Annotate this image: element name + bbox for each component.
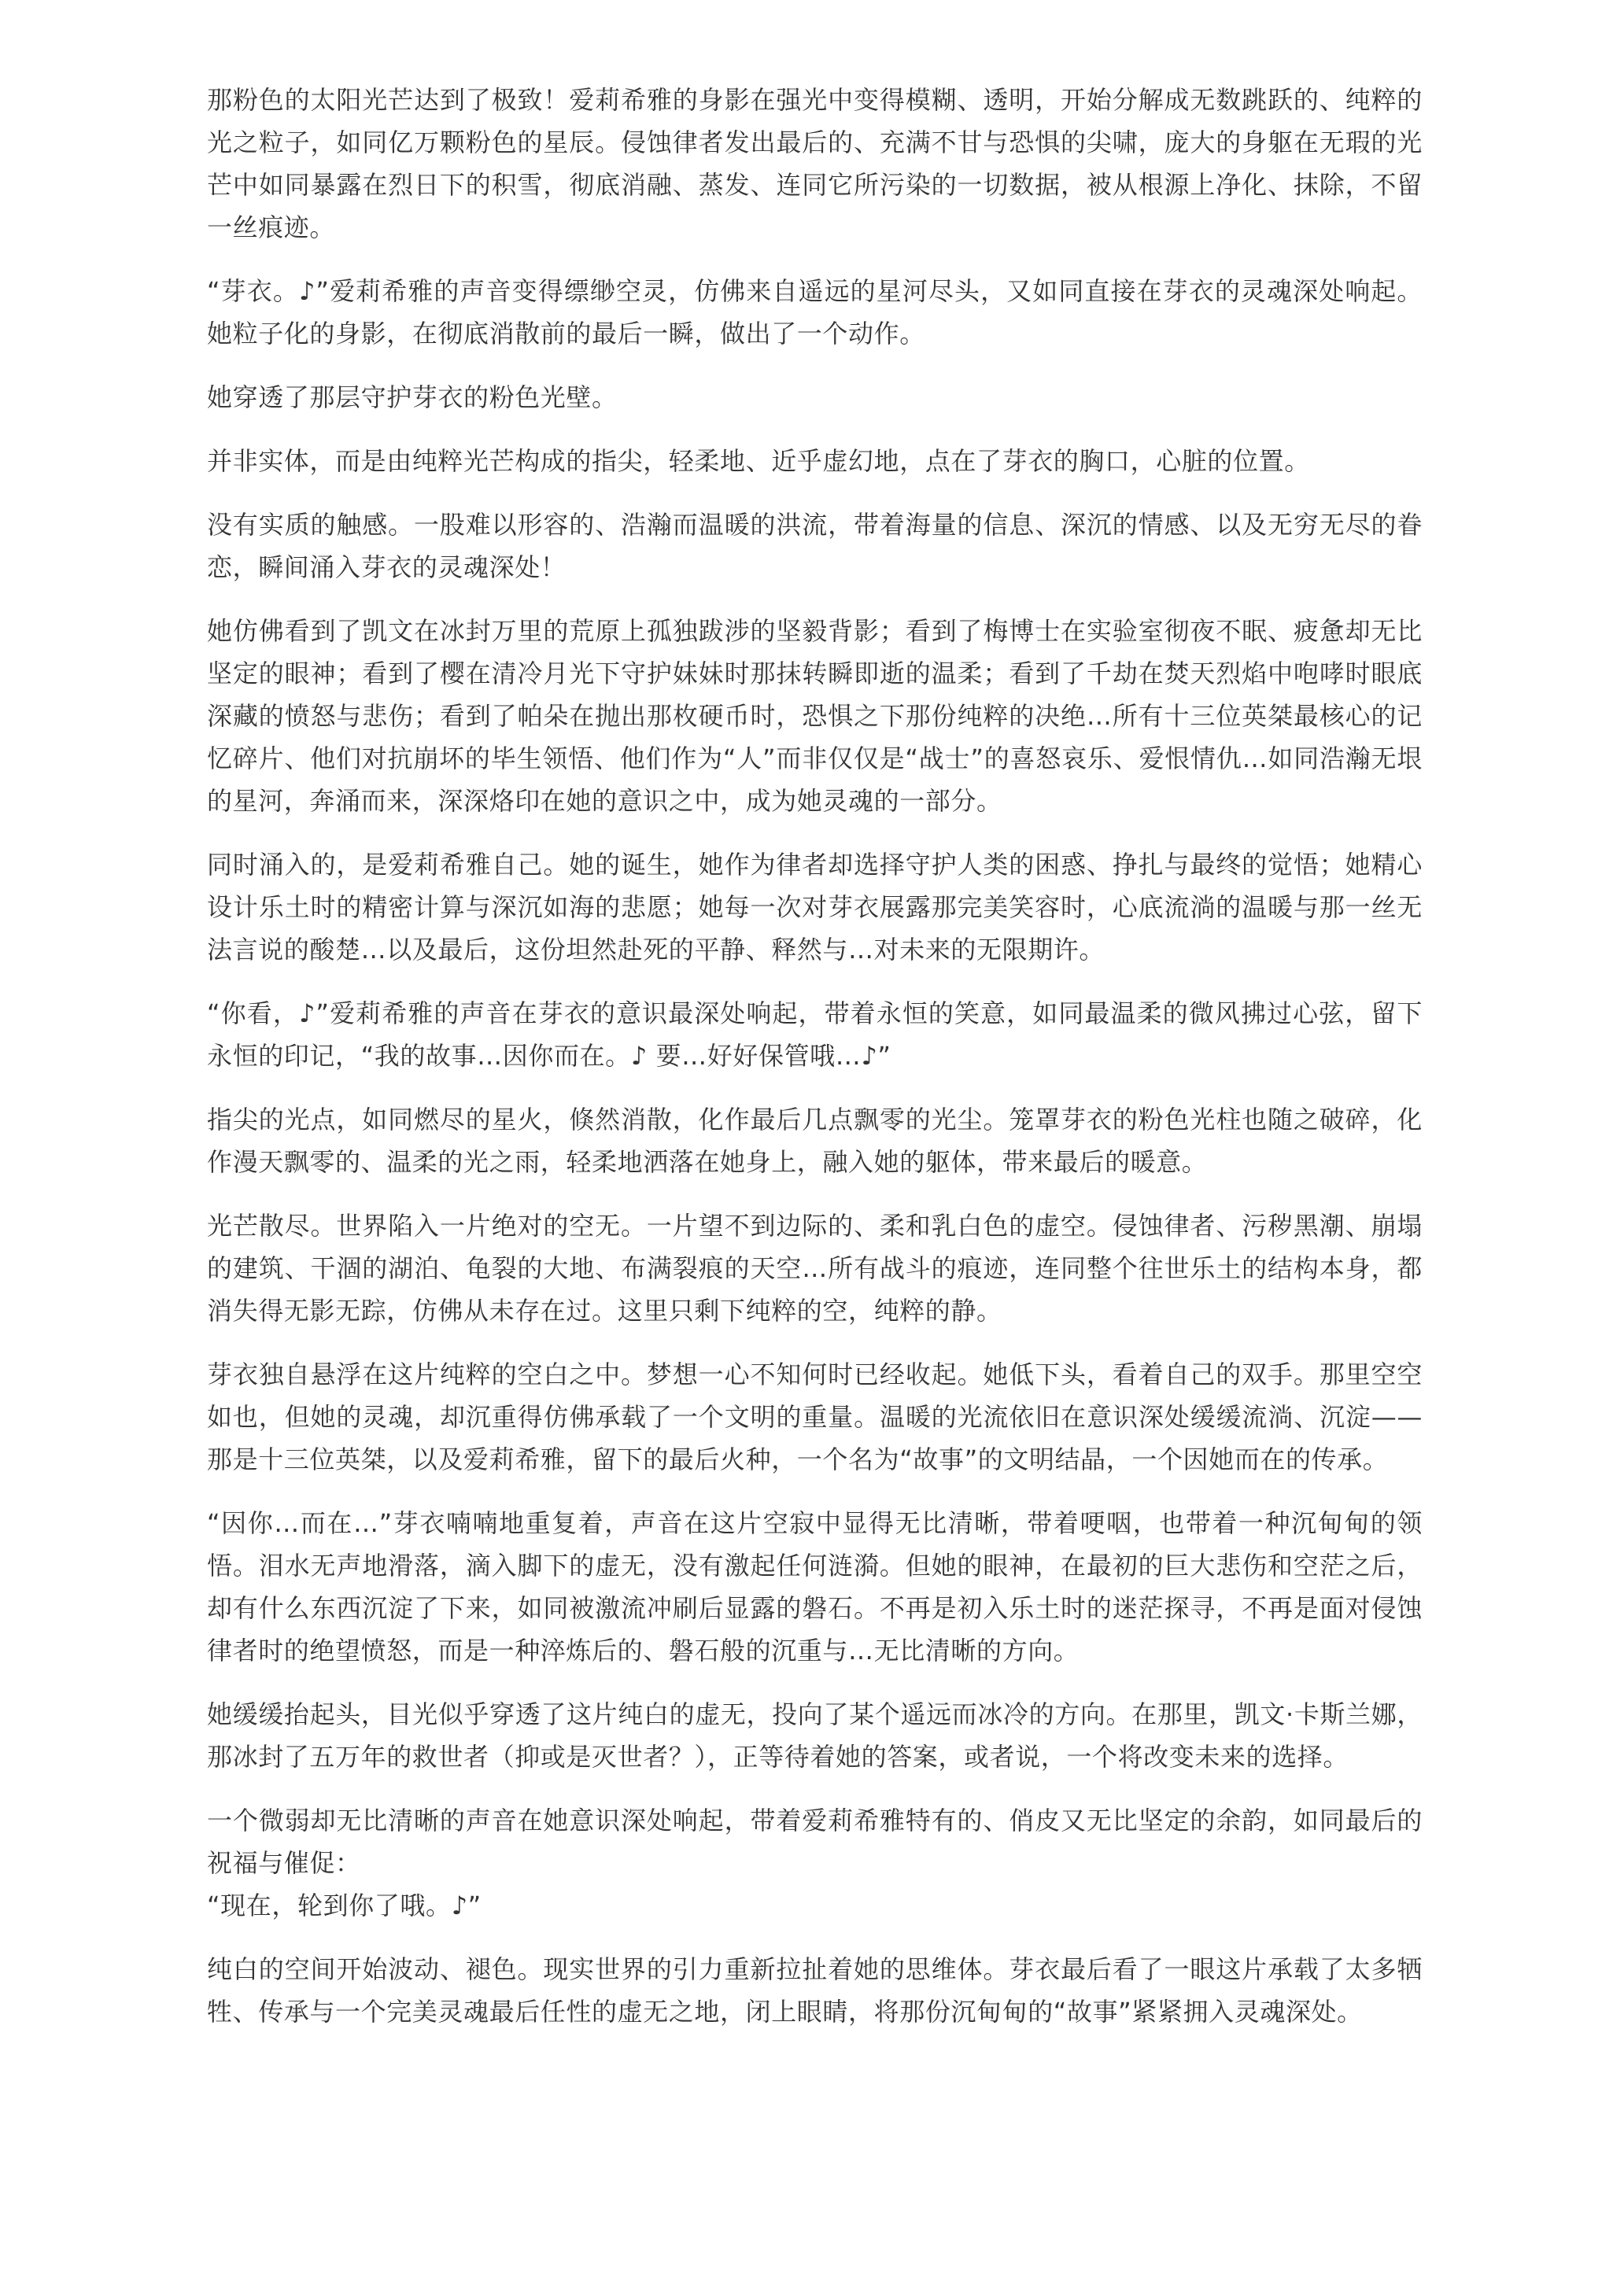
paragraph: 同时涌入的，是爱莉希雅自己。她的诞生，她作为律者却选择守护人类的困惑、挣扎与最终的觉悟；她精心设计乐土时的精密计算与深沉如海的悲愿；她每一次对芽衣展露那完美笑容时，心底流淌的温暖与那一丝无法言说的酸楚…以及最后，这份坦然赴死的平静、释然与…对未来的无限期许。 [207,850,1423,965]
paragraph: 她缓缓抬起头，目光似乎穿透了这片纯白的虚无，投向了某个遥远而冰冷的方向。在那里，凯文·卡斯兰娜，那冰封了五万年的救世者（抑或是灭世者？），正等待着她的答案，或者说，一个将改变未来的选择。 [207,1699,1423,1772]
paragraph-line: 一个微弱却无比清晰的声音在她意识深处响起，带着爱莉希雅特有的、俏皮又无比坚定的余韵，如同最后的祝福与催促： [207,1806,1423,1878]
quoted-line: “现在，轮到你了哦。♪” [207,1891,482,1920]
paragraph: 光芒散尽。世界陷入一片绝对的空无。一片望不到边际的、柔和乳白色的虚空。侵蚀律者、污秽黑潮、崩塌的建筑、干涸的湖泊、龟裂的大地、布满裂痕的天空…所有战斗的痕迹，连同整个往世乐土的结构本身，都消失得无影无踪，仿佛从未存在过。这里只剩下纯粹的空，纯粹的静。 [207,1211,1423,1326]
paragraph: 纯白的空间开始波动、褪色。现实世界的引力重新拉扯着她的思维体。芽衣最后看了一眼这片承载了太多牺牲、传承与一个完美灵魂最后任性的虚无之地，闭上眼睛，将那份沉甸甸的“故事”紧紧拥入灵魂深处。 [207,1954,1423,2027]
paragraph: “你看，♪”爱莉希雅的声音在芽衣的意识最深处响起，带着永恒的笑意，如同最温柔的微风拂过心弦，留下永恒的印记，“我的故事…因你而在。♪ 要…好好保管哦…♪” [207,998,1423,1071]
paragraph: 指尖的光点，如同燃尽的星火，倏然消散，化作最后几点飘零的光尘。笼罩芽衣的粉色光柱也随之破碎，化作漫天飘零的、温柔的光之雨，轻柔地洒落在她身上，融入她的躯体，带来最后的暖意。 [207,1105,1423,1177]
paragraph: 没有实质的触感。一股难以形容的、浩瀚而温暖的洪流，带着海量的信息、深沉的情感、以及无穷无尽的眷恋，瞬间涌入芽衣的灵魂深处！ [207,510,1423,582]
paragraph-with-quote [207,1799,1423,1927]
paragraph: “芽衣。♪”爱莉希雅的声音变得缥缈空灵，仿佛来自遥远的星河尽头，又如同直接在芽衣的灵魂深处响起。她粒子化的身影，在彻底消散前的最后一瞬，做出了一个动作。 [207,276,1423,349]
paragraph: “因你…而在…”芽衣喃喃地重复着，声音在这片空寂中显得无比清晰，带着哽咽，也带着一种沉甸甸的领悟。泪水无声地滑落，滴入脚下的虚无，没有激起任何涟漪。但她的眼神，在最初的巨大悲伤和空茫之后，却有什么东西沉淀了下来，如同被激流冲刷后显露的磐石。不再是初入乐土时的迷茫探寻，不再是面对侵蚀律者时的绝望愤怒，而是一种淬炼后的、磐石般的沉重与…无比清晰的方向。 [207,1508,1423,1666]
story-page [207,79,1423,2054]
paragraph: 她仿佛看到了凯文在冰封万里的荒原上孤独跋涉的坚毅背影；看到了梅博士在实验室彻夜不眠、疲惫却无比坚定的眼神；看到了樱在清冷月光下守护妹妹时那抹转瞬即逝的温柔；看到了千劫在焚天烈焰中咆哮时眼底深藏的愤怒与悲伤；看到了帕朵在抛出那枚硬币时，恐惧之下那份纯粹的决绝…所有十三位英桀最核心的记忆碎片、他们对抗崩坏的毕生领悟、他们作为“人”而非仅仅是“战士”的喜怒哀乐、爱恨情仇…如同浩瀚无垠的星河，奔涌而来，深深烙印在她的意识之中，成为她灵魂的一部分。 [207,616,1423,816]
paragraph: 并非实体，而是由纯粹光芒构成的指尖，轻柔地、近乎虚幻地，点在了芽衣的胸口，心脏的位置。 [207,446,1310,476]
paragraph: 那粉色的太阳光芒达到了极致！爱莉希雅的身影在强光中变得模糊、透明，开始分解成无数跳跃的、纯粹的光之粒子，如同亿万颗粉色的星辰。侵蚀律者发出最后的、充满不甘与恐惧的尖啸，庞大的身躯在无瑕的光芒中如同暴露在烈日下的积雪，彻底消融、蒸发、连同它所污染的一切数据，被从根源上净化、抹除，不留一丝痕迹。 [207,85,1423,242]
paragraph: 芽衣独自悬浮在这片纯粹的空白之中。梦想一心不知何时已经收起。她低下头，看着自己的双手。那里空空如也，但她的灵魂，却沉重得仿佛承载了一个文明的重量。温暖的光流依旧在意识深处缓缓流淌、沉淀——那是十三位英桀，以及爱莉希雅，留下的最后火种，一个名为“故事”的文明结晶，一个因她而在的传承。 [207,1359,1423,1474]
paragraph: 她穿透了那层守护芽衣的粉色光壁。 [207,382,618,412]
